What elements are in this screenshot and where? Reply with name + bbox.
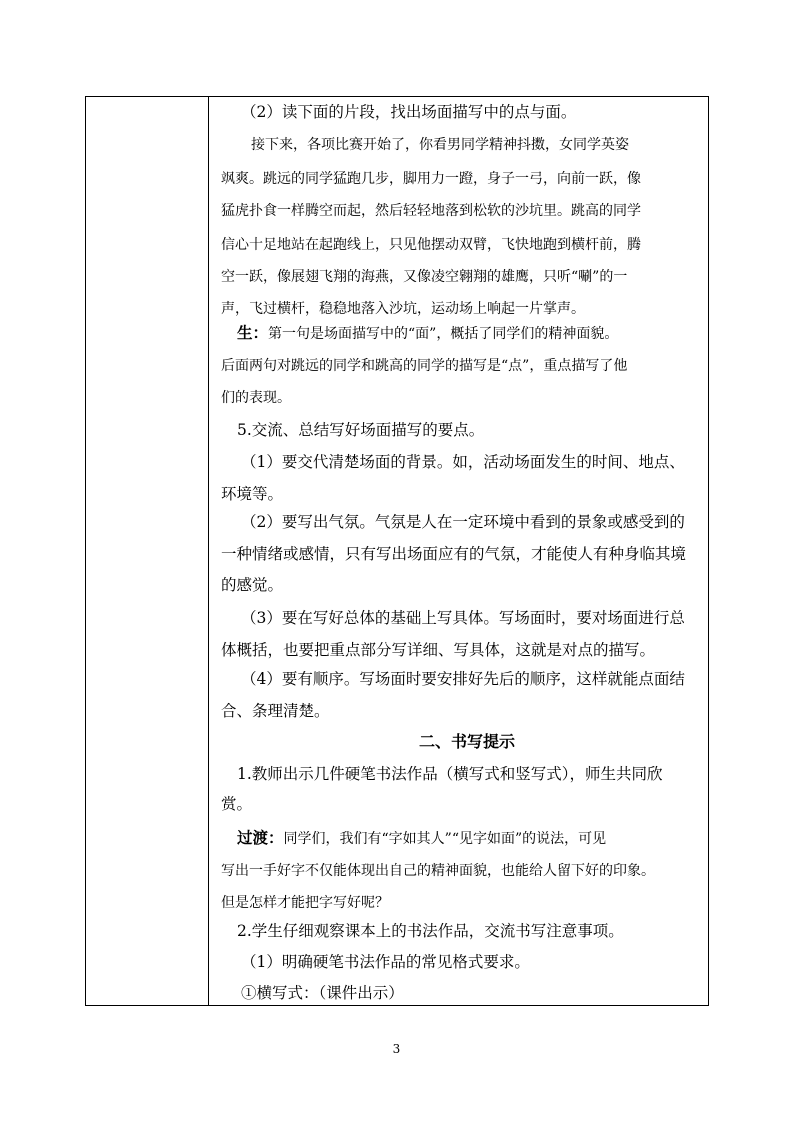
text-line: 5.交流、总结写好场面描写的要点。 xyxy=(237,421,485,439)
text-line: 的感觉。 xyxy=(221,576,284,594)
text-line: 赏。 xyxy=(221,795,253,813)
text-line: （1）要交代清楚场面的背景。如，活动场面发生的时间、地点、 xyxy=(241,453,685,471)
text-line: 空一跃，像展翅飞翔的海燕，又像凌空翱翔的雄鹰，只听“唰”的一 xyxy=(221,269,628,285)
page-number: 3 xyxy=(392,1042,401,1056)
text-line: 体概括，也要把重点部分写详细、写具体，这就是对点的描写。 xyxy=(221,641,656,659)
text-line: 们的表现。 xyxy=(221,390,291,406)
text-line: 合、条理清楚。 xyxy=(221,702,330,720)
text-line: 一种情绪或感情，只有写出场面应有的气氛，才能使人有种身临其境 xyxy=(221,545,687,563)
lesson-table xyxy=(85,96,709,1006)
text-line: 信心十足地站在起跑线上，只见他摆动双臂，飞快地跑到横杆前，腾 xyxy=(221,237,641,253)
text-line: （2）读下面的片段，找出场面描写中的点与面。 xyxy=(241,103,577,121)
text-line: （4）要有顺序。写场面时要安排好先后的顺序，这样就能点面结 xyxy=(241,670,685,688)
text-line: 但是怎样才能把字写好呢？ xyxy=(221,895,389,911)
text-line: 接下来，各项比赛开始了，你看男同学精神抖擞，女同学英姿 xyxy=(251,137,629,153)
text-line: （2）要写出气氛。气氛是人在一定环境中看到的景象或感受到的 xyxy=(241,513,685,531)
text-line: 飒爽。跳远的同学猛跑几步，脚用力一蹬，身子一弓，向前一跃，像 xyxy=(221,171,641,187)
text-line: 生：第一句是场面描写中的“面”，概括了同学们的精神面貌。 xyxy=(237,323,619,342)
text-line: 2.学生仔细观察课本上的书法作品，交流书写注意事项。 xyxy=(237,922,624,940)
bold-label: 过渡： xyxy=(237,828,284,847)
text-line: （1）明确硬笔书法作品的常见格式要求。 xyxy=(241,953,530,971)
text-line: 1.教师出示几件硬笔书法作品（横写式和竖写式），师生共同欣 xyxy=(237,765,663,783)
text-line: 过渡：同学们，我们有“字如其人”“见字如面”的说法，可见 xyxy=(237,828,607,847)
text-line: 后面两句对跳远的同学和跳高的同学的描写是“点”，重点描写了他 xyxy=(221,358,628,374)
bold-label: 生： xyxy=(237,323,269,342)
text-line: 猛虎扑食一样腾空而起，然后轻轻地落到松软的沙坑里。跳高的同学 xyxy=(221,203,641,219)
text-line: （3）要在写好总体的基础上写具体。写场面时，要对场面进行总 xyxy=(241,609,685,627)
column-divider xyxy=(208,97,209,1005)
text-line: ①横写式：（课件出示） xyxy=(241,984,404,1002)
text-line: 声，飞过横杆，稳稳地落入沙坑，运动场上响起一片掌声。 xyxy=(221,301,585,317)
text-line: 环境等。 xyxy=(221,485,284,503)
text-line: 写出一手好字不仅能体现出自己的精神面貌，也能给人留下好的印象。 xyxy=(221,863,655,879)
section-heading: 二、书写提示 xyxy=(419,732,516,751)
